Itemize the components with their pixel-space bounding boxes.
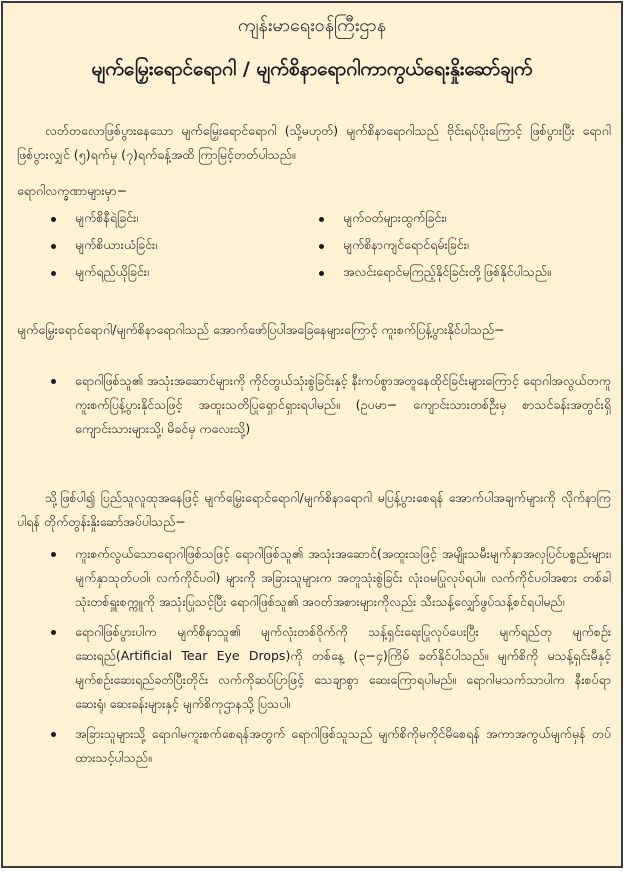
bullet-icon	[319, 271, 324, 276]
prevention-item: အခြားသူများသို့ ရောဂါမကူးစက်စေရန်အတွက် ရောဂါဖြစ်သူသည် မျက်စိကိုမကိုင်မိစေရန် အကာအကွယ်မျက်မှန် တပ်ထားသင့်ပါသည်။	[51, 722, 611, 770]
bullet-icon	[51, 271, 56, 276]
ministry-heading: ကျန်းမာရေးဝန်ကြီးဌာန	[237, 15, 387, 36]
bullet-icon	[51, 732, 56, 737]
notice-page: ကျန်းမာရေးဝန်ကြီးဌာန မျက်မြှေးရောင်ရောဂါ / မျက်စိနာရောဂါကာကွယ်ရေးနှိုးဆော်ချက် လတ်တလောဖြစ်ပွားနေသော မျက်မြှေးရောင်ရောဂါ (သို့မဟုတ်) မျက်စိနာရောဂါသည် ဗိုင်းရပ်ပိုးကြောင့် ဖြစ်ပွားပြီး ရောဂါဖြစ်ပွားလျှင် (၅)ရက်မှ (၇)ရက်ခန့်အထိ ကြာမြင့်တတ်ပါသည်။ ရောဂါလက္ခဏာများမှာ− မျက်စိနီရဲခြင်း၊ မျက်ဝတ်များထွက်ခြင်း၊ မျက်စိယားယံခြင်း၊ မျက်စိနာကျင်ရောင်ရမ်းခြင်း၊ မျက်ရည်ယိုခြင်း၊ အလင်းရောင်မကြည့်နိုင်ခြင်းတို့ဖြစ်နိုင်ပါသည်။ မျက်မြှေးရောင်ရောဂါ/မျက်စိနာရောဂါသည် အောက်ဖော်ပြပါအခြေနေများကြောင့် ကူးစက်ပြန့်ပွားနိုင်ပါသည်− ရောဂါဖြစ်သူ၏ အသုံးအဆောင်များကို ကိုင်တွယ်သုံးစွဲခြင်းနှင့် နီးကပ်စွာအတူနေထိုင်ခြင်းများကြောင့် ရောဂါအလွယ်တကူ ကူးစက်ပြန့်ပွားနိုင်သဖြင့် အထူးသတိပြုရှောင်ရှားရပါမည်။ (ဥပမာ− ကျောင်းသားတစ်ဦးမှ စာသင်ခန်းအတွင်းရှိ ကျောင်းသားများသို့၊ မိခင်မှ ကလေးသို့) သို့ဖြစ်ပါ၍ ပြည်သူလူထုအနေဖြင့် မျက်မြှေးရောင်ရောဂါ/မျက်စိနာရောဂါ မပြန့်ပွားစေရန် အောက်ပါအချက်များကို လိုက်နာကြပါရန် တိုက်တွန်းနှိုးဆော်အပ်ပါသည်− ကူးစက်လွယ်သောရောဂါဖြစ်သဖြင့် ရောဂါဖြစ်သူ၏ အသုံးအဆောင်(အထူးသဖြင့် အမျိုးသမီးမျက်နှာအလှပြင်ပစ္စည်းများ၊ မျက်နှာသုတ်ပဝါ၊ လက်ကိုင်ပဝါ) များကို အခြားသူများက အတူသုံးစွဲခြင်း လုံးဝမပြုလုပ်ရပါ။ လက်ကိုင်ပဝါအစား တစ်ခါသုံးတစ်ရှူးစက္ကူကို အသုံးပြုသင့်ပြီး ရောဂါဖြစ်သူ၏ အဝတ်အစားများကိုလည်း သီးသန့်လျှော်ဖွပ်သန့်စင်ရပါမည်၊ ရောဂါဖြစ်ပွားပါက မျက်စိနာသူ၏ မျက်လုံးတစ်ဝိုက်ကို သန့်ရှင်းရေးပြုလုပ်ပေးပြီး မျက်ရည်တု မျက်စဉ်းဆေးရည်(Artificial Tear Eye Drops)ကို တစ်နေ့ (၃−၄)ကြိမ် ခတ်နိုင်ပါသည်။ မျက်စိကို မသန့်ရှင်းမီနှင့် မျက်စဉ်းဆေးရည်ခတ်ပြီးတိုင်း လက်ကိုဆပ်ပြာဖြင့် သေချာစွာ ဆေးကြောရပါမည်။ ရောဂါမသက်သာပါက နီးစပ်ရာဆေးရုံ၊ ဆေးခန်းများနှင့် မျက်စိကုဌာနသို့ ပြသပါ၊ အခြားသူများသို့ ရောဂါမကူးစက်စေရန်အတွက် ရောဂါဖြစ်သူသည် မျက်စိကိုမကိုင်မိစေရန် အကာအကွယ်မျက်မှန် တပ်ထားသင့်ပါသည်။	[1, 1, 623, 868]
prevention-item: ရောဂါဖြစ်ပွားပါက မျက်စိနာသူ၏ မျက်လုံးတစ်ဝိုက်ကို သန့်ရှင်းရေးပြုလုပ်ပေးပြီး မျက်ရည်တု မျက်စဉ်းဆေးရည်(Artificial Tear Eye Drops)ကို တစ်နေ့ (၃−၄)ကြိမ် ခတ်နိုင်ပါသည်။ မျက်စိကို မသန့်ရှင်းမီနှင့် မျက်စဉ်းဆေးရည်ခတ်ပြီးတိုင်း လက်ကိုဆပ်ပြာဖြင့် သေချာစွာ ဆေးကြောရပါမည်။ ရောဂါမသက်သာပါက နီးစပ်ရာဆေးရုံ၊ ဆေးခန်းများနှင့် မျက်စိကုဌာနသို့ ပြသပါ၊	[51, 620, 611, 716]
bullet-icon	[319, 244, 324, 249]
bullet-icon	[319, 217, 324, 222]
bullet-icon	[51, 244, 56, 249]
spread-list	[51, 369, 611, 441]
prevention-paragraph: သို့ဖြစ်ပါ၍ ပြည်သူလူထုအနေဖြင့် မျက်မြှေးရောင်ရောဂါ/မျက်စိနာရောဂါ မပြန့်ပွားစေရန် အောက်ပါအချက်များကို လိုက်နာကြပါရန် တိုက်တွန်းနှိုးဆော်အပ်ပါသည်−	[17, 490, 611, 529]
spread-paragraph: မျက်မြှေးရောင်ရောဂါ/မျက်စိနာရောဂါသည် အောက်ဖော်ပြပါအခြေနေများကြောင့် ကူးစက်ပြန့်ပွားနိုင်ပါသည်−	[17, 322, 505, 337]
prevention-list	[51, 542, 611, 770]
symptoms-heading: ရောဂါလက္ခဏာများမှာ−	[17, 183, 128, 198]
notice-title: မျက်မြှေးရောင်ရောဂါ / မျက်စိနာရောဂါကာကွယ်ရေးနှိုးဆော်ချက်	[91, 58, 533, 80]
spread-item: ရောဂါဖြစ်သူ၏ အသုံးအဆောင်များကို ကိုင်တွယ်သုံးစွဲခြင်းနှင့် နီးကပ်စွာအတူနေထိုင်ခြင်းများကြောင့် ရောဂါအလွယ်တကူ ကူးစက်ပြန့်ပွားနိုင်သဖြင့် အထူးသတိပြုရှောင်ရှားရပါမည်။ (ဥပမာ− ကျောင်းသားတစ်ဦးမှ စာသင်ခန်းအတွင်းရှိ ကျောင်းသားများသို့၊ မိခင်မှ ကလေးသို့)	[51, 369, 611, 441]
intro-paragraph: လတ်တလောဖြစ်ပွားနေသော မျက်မြှေးရောင်ရောဂါ (သို့မဟုတ်) မျက်စိနာရောဂါသည် ဗိုင်းရပ်ပိုးကြောင့် ဖြစ်ပွားပြီး ရောဂါဖြစ်ပွားလျှင် (၅)ရက်မှ (၇)ရက်ခန့်အထိ ကြာမြင့်တတ်ပါသည်။	[17, 123, 611, 162]
bullet-icon	[51, 630, 56, 635]
bullet-icon	[51, 217, 56, 222]
bullet-icon	[51, 552, 56, 557]
prevention-item: ကူးစက်လွယ်သောရောဂါဖြစ်သဖြင့် ရောဂါဖြစ်သူ၏ အသုံးအဆောင်(အထူးသဖြင့် အမျိုးသမီးမျက်နှာအလှပြင်ပစ္စည်းများ၊ မျက်နှာသုတ်ပဝါ၊ လက်ကိုင်ပဝါ) များကို အခြားသူများက အတူသုံးစွဲခြင်း လုံးဝမပြုလုပ်ရပါ။ လက်ကိုင်ပဝါအစား တစ်ခါသုံးတစ်ရှူးစက္ကူကို အသုံးပြုသင့်ပြီး ရောဂါဖြစ်သူ၏ အဝတ်အစားများကိုလည်း သီးသန့်လျှော်ဖွပ်သန့်စင်ရပါမည်၊	[51, 542, 611, 614]
bullet-icon	[51, 379, 56, 384]
